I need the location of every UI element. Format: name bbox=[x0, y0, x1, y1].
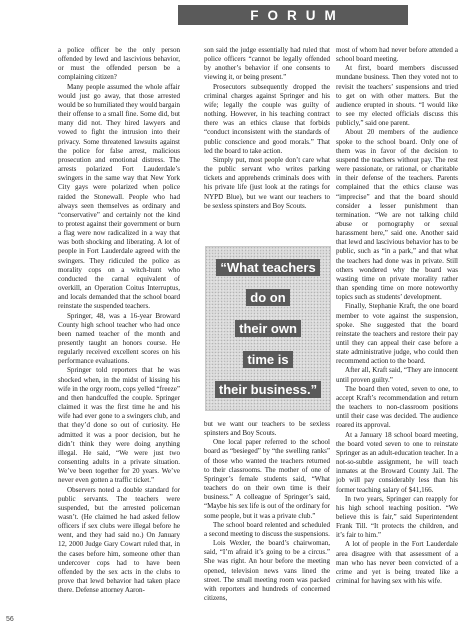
pull-quote-line: their business.” bbox=[215, 381, 321, 398]
paragraph: son said the judge essentially had ruled that police officers “cannot be legally offended by another’s behavior if one consents to viewing it, or being present.” bbox=[204, 46, 330, 82]
article-column-3 bbox=[336, 46, 458, 632]
pull-quote-box bbox=[205, 246, 331, 411]
pull-quote-line: “What teachers bbox=[216, 259, 319, 276]
paragraph: At first, board members discussed mundane business. Then they voted not to revisit the teachers’ suspensions and tried to get on with other matters. But the audience erupted in shouts. “I would like to see my elected officials discuss this publicly,” said one parent. bbox=[336, 64, 458, 128]
paragraph: After all, Kraft said, “They are innocent until proven guilty.” bbox=[336, 366, 458, 384]
paragraph: At a January 18 school board meeting, the board voted seven to one to reinstate Springer as an adult-education teacher. In a not-so-subtle assignment, he will teach inmates at the Broward County Jail. The job will pay considerably less than his former teaching salary of $41,166. bbox=[336, 430, 458, 494]
banner-title: FORUM bbox=[250, 7, 345, 23]
paragraph: A lot of people in the Fort Lauderdale area disagree with that assessment of a man who has never been convicted of a crime and yet is being treated like a criminal for having sex with his wife. bbox=[336, 540, 458, 586]
paragraph: About 20 members of the audience spoke to the school board. Only one of them was in favor of the decision to suspend the teachers without pay. The rest were passionate, or rational, or charitable in their defense of the teachers. Parents complained that the ethics clause was “imprecise” and that the board should consider a lesser punishment than termination. “We are not talking child abuse or pornography or sexual harassment here,” said one. Another said that lewd and lascivious behavior has to be public, such as “in a park,” and that what the teachers had done was in private. Still others wondered why the board was wasting time on private morality rather than spending time on more noteworthy topics such as students’ development. bbox=[336, 128, 458, 302]
paragraph: One local paper referred to the school board as “besieged” by “the swelling ranks” of those who wanted the teachers returned to their classrooms. The mother of one of Springer’s female students said, “What teachers do on their own time is their business.” A colleague of Springer’s said, “Maybe his sex life is out of the ordinary for some people, but it was a private club.” bbox=[204, 438, 330, 520]
pull-quote-line: their own bbox=[235, 320, 301, 337]
paragraph: Observers noted a double standard for public servants. The teachers were suspended, but the arrested policeman wasn’t. (He claimed he had asked fellow officers if sex clubs were illegal before he went, and they had said no.) On January 12, 2000 Judge Gary Cowart ruled that, in the cases before him, someone other than undercover cops had to have been offended by the sex acts in the clubs to prove that lewd behavior had taken place there. Defense attorney Aaron- bbox=[58, 485, 180, 595]
paragraph: The school board relented and scheduled a second meeting to discuss the suspensions. bbox=[204, 520, 330, 538]
page-number: 56 bbox=[6, 616, 14, 623]
article-column-2-bottom bbox=[204, 420, 330, 632]
paragraph: Prosecutors subsequently dropped the criminal charges against Springer and his wife; legally the couple was guilty of nothing. However, in his teaching contract there was an ethics clause that forbids “conduct inconsistent with the standards of public conscience and good morals.” That led the board to take action. bbox=[204, 82, 330, 155]
pull-quote-line: time is bbox=[243, 351, 292, 368]
paragraph: but we want our teachers to be sexless spinsters and Boy Scouts. bbox=[204, 420, 330, 438]
article-column-2-top bbox=[204, 46, 330, 250]
paragraph: a police officer be the only person offended by lewd and lascivious behavior, or must the offended person be a complaining citizen? bbox=[58, 46, 180, 82]
paragraph: Lois Wexler, the board’s chairwoman, said, “I’m afraid it’s going to be a circus.” She was right. An hour before the meeting opened, television news vans lined the street. The small meeting room was packed with reporters and hundreds of concerned citizens, bbox=[204, 539, 330, 602]
pull-quote-line: do on bbox=[246, 289, 289, 306]
paragraph: Springer, 48, was a 16-year Broward County high school teacher who had once been named teacher of the month and presently taught an honors course. He regularly received excellent scores on his performance evaluations. bbox=[58, 311, 180, 366]
paragraph: Finally, Stephanie Kraft, the one board member to vote against the suspension, spoke. She suggested that the board reinstate the teachers and restore their pay until they can appeal their case before a state administrative judge, who could then recommend action to the board. bbox=[336, 302, 458, 366]
paragraph: Many people assumed the whole affair would just go away, that those arrested would be so humiliated they would bargain their offense to a small fine. Some did, but many did not. They hired lawyers and vowed to fight the intrusion into their privacy. Some threatened lawsuits against the police for false arrest, malicious prosecution and emotional distress. The arrests polarized Fort Lauderdale’s swingers in the same way that New York City gays were polarized when police raided the Stonewall. People who had always seen themselves as ordinary and “conservative” and certainly not the kind to protest against their government or burn a flag were now radicalized in a way that was both shocking and liberating. A lot of people in Fort Lauderdale agreed with the swingers. They ridiculed the police as morality cops on a witch-hunt who conducted the carnal equivalent of overkill, an Operation Coitus Interruptus, and locals demanded that the school board reinstate the suspended teachers. bbox=[58, 82, 180, 311]
paragraph: The board then voted, seven to one, to accept Kraft’s recommendation and return the teachers to non-classroom positions until their case was decided. The audience roared its approval. bbox=[336, 384, 458, 430]
paragraph: most of whom had never before attended a school board meeting. bbox=[336, 46, 458, 64]
paragraph: Simply put, most people don’t care what the public servant who writes parking tickets and apprehends criminals does with his private life (just look at the ratings for NYPD Blue), but we want our teachers to be sexless spinsters and Boy Scouts. bbox=[204, 155, 330, 210]
section-banner bbox=[178, 5, 408, 25]
paragraph: In two years, Springer can reapply for his high school teaching position. “We believe this is fair,” said Superintendent Frank Till. “It protects the children, and it’s fair to him.” bbox=[336, 494, 458, 540]
article-column-1 bbox=[58, 46, 180, 632]
paragraph: Springer told reporters that he was shocked when, in the midst of kissing his wife in the orgy room, cops yelled “freeze” and then handcuffed the couple. Springer claimed it was the first time he and his wife had ever gone to a swingers club, and that they’d done so out of curiosity. He admitted it was a poor decision, but he didn’t think they were doing anything illegal. He said, “We were just two consenting adults in a private situation. We’ve been together for 20 years. We’ve never even gotten a traffic ticket.” bbox=[58, 366, 180, 485]
